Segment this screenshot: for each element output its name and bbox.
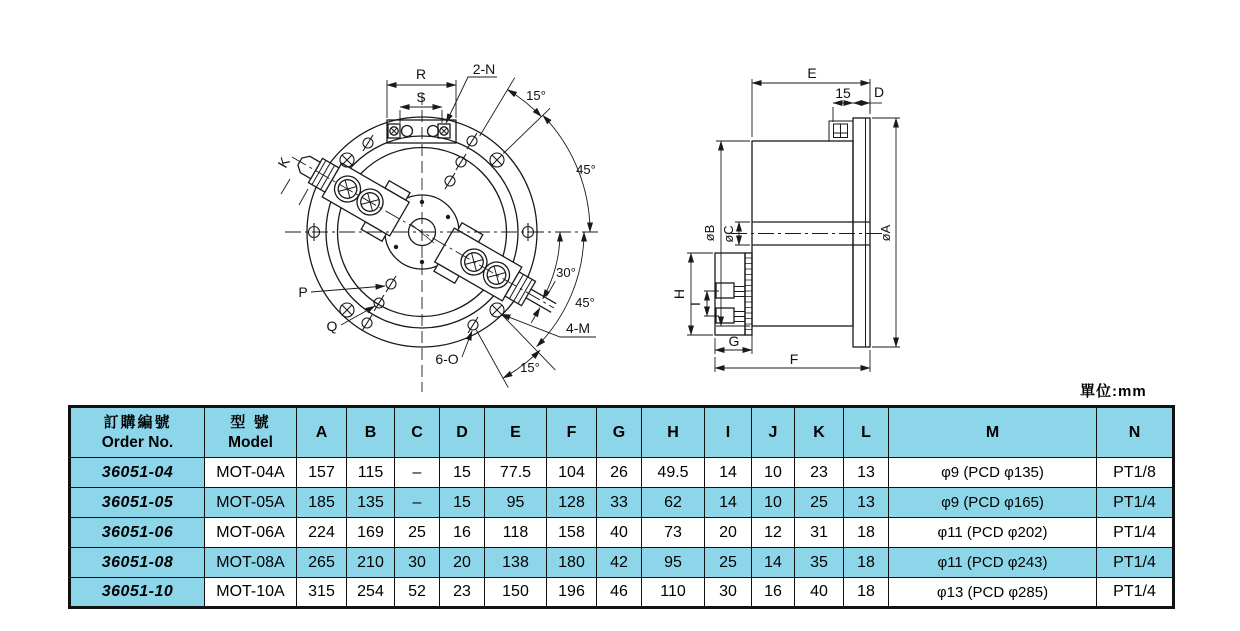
table-cell: 25 [795,488,844,518]
table-cell: 18 [844,518,889,548]
table-row [70,578,1174,608]
table-cell: 14 [705,458,752,488]
spec-table [68,405,1175,609]
dim-label-phi-c: øC [721,225,736,243]
col-header-n: N [1097,407,1174,458]
col-header-c: C [395,407,440,458]
table-cell: PT1/8 [1097,458,1174,488]
table-cell: 49.5 [642,458,705,488]
side-view-labels [671,65,893,367]
table-cell: φ13 (PCD φ285) [889,578,1097,608]
dim-label-phi-b: øB [702,224,717,242]
table-cell: 23 [795,458,844,488]
dim-label-2n: 2-N [472,61,496,77]
table-cell: 42 [597,548,642,578]
table-cell: 185 [297,488,347,518]
table-cell: 15 [440,488,485,518]
angle-label-30: 30° [556,265,576,280]
table-cell: 95 [642,548,705,578]
table-cell: 26 [597,458,642,488]
table-cell: – [395,488,440,518]
col-header-f: F [547,407,597,458]
table-cell: 104 [547,458,597,488]
units-label: 單位:mm [1080,383,1147,400]
col-header-order-no [70,407,205,458]
dim-label-e: E [807,65,817,81]
table-cell: 150 [485,578,547,608]
col-header-j: J [752,407,795,458]
table-cell: 46 [597,578,642,608]
table-cell: 40 [795,578,844,608]
col-header-l: L [844,407,889,458]
table-cell: 25 [705,548,752,578]
col-header-b: B [347,407,395,458]
table-cell: 224 [297,518,347,548]
angle-label-15-top: 15° [526,88,546,103]
table-cell: 10 [752,458,795,488]
order-no-zh: 訂購編號 [103,414,172,432]
table-cell: 15 [440,458,485,488]
table-cell: 128 [547,488,597,518]
col-header-k: K [795,407,844,458]
table-row [70,488,1174,518]
table-cell: 52 [395,578,440,608]
side-view [715,118,870,347]
col-header-h: H [642,407,705,458]
model-cell: MOT-08A [205,548,297,578]
label-6o: 6-O [435,351,459,367]
label-q: Q [326,318,338,334]
table-cell: 210 [347,548,395,578]
table-cell: – [395,458,440,488]
table-cell: 30 [705,578,752,608]
dim-label-phi-a: øA [878,224,893,242]
model-cell: MOT-06A [205,518,297,548]
col-header-e: E [485,407,547,458]
order-no-cell: 36051-08 [70,548,205,578]
dim-label-k: K [274,154,293,171]
col-header-model [205,407,297,458]
table-cell: PT1/4 [1097,518,1174,548]
order-no-cell: 36051-05 [70,488,205,518]
table-row [70,458,1174,488]
table-cell: 138 [485,548,547,578]
table-cell: 25 [395,518,440,548]
model-en: Model [228,433,273,451]
angle-label-15-bottom: 15° [520,360,540,375]
table-cell: 13 [844,488,889,518]
table-cell: 315 [297,578,347,608]
dim-label-r: R [415,66,427,82]
table-cell: 12 [752,518,795,548]
table-cell: 95 [485,488,547,518]
col-header-m: M [889,407,1097,458]
table-cell: 157 [297,458,347,488]
table-cell: 196 [547,578,597,608]
table-row [70,548,1174,578]
model-zh: 型 號 [230,414,271,432]
table-cell: PT1/4 [1097,578,1174,608]
table-cell: 254 [347,578,395,608]
table-cell: 169 [347,518,395,548]
order-no-cell: 36051-10 [70,578,205,608]
table-cell: 14 [705,488,752,518]
table-cell: 35 [795,548,844,578]
dim-label-15: 15 [835,85,851,101]
table-cell: φ9 (PCD φ165) [889,488,1097,518]
table-cell: PT1/4 [1097,548,1174,578]
table-cell: 14 [752,548,795,578]
table-cell: 62 [642,488,705,518]
order-no-en: Order No. [101,433,174,451]
table-cell: 115 [347,458,395,488]
col-header-a: A [297,407,347,458]
flange-outline [853,118,870,347]
table-cell: 10 [752,488,795,518]
table-cell: 180 [547,548,597,578]
dim-label-h: H [671,288,687,300]
table-cell: 20 [705,518,752,548]
col-header-i: I [705,407,752,458]
table-cell: 18 [844,548,889,578]
label-p: P [298,284,308,300]
model-cell: MOT-05A [205,488,297,518]
table-row [70,518,1174,548]
table-cell: φ11 (PCD φ202) [889,518,1097,548]
table-cell: 118 [485,518,547,548]
table-cell: 158 [547,518,597,548]
table-cell: 18 [844,578,889,608]
order-no-cell: 36051-04 [70,458,205,488]
jaw-lower-right [431,221,568,332]
table-cell: 40 [597,518,642,548]
col-header-g: G [597,407,642,458]
clamp-block [829,121,853,141]
table-cell: 33 [597,488,642,518]
table-cell: 16 [440,518,485,548]
table-cell: 20 [440,548,485,578]
label-4m: 4-M [565,320,591,336]
order-no-cell: 36051-06 [70,518,205,548]
angle-label-45-bottom: 45° [575,295,595,310]
angle-label-45-top: 45° [576,162,596,177]
table-cell: 23 [440,578,485,608]
model-cell: MOT-10A [205,578,297,608]
dim-label-i: I [687,302,703,306]
dim-label-g: G [728,333,740,349]
dim-label-s: S [416,89,426,105]
dim-label-d: D [873,84,885,100]
table-cell: 16 [752,578,795,608]
table-cell: 73 [642,518,705,548]
model-cell: MOT-04A [205,458,297,488]
side-view-dimensions [687,79,900,372]
table-cell: 135 [347,488,395,518]
table-cell: 31 [795,518,844,548]
table-cell: 265 [297,548,347,578]
table-cell: φ11 (PCD φ243) [889,548,1097,578]
table-cell: 110 [642,578,705,608]
table-cell: 77.5 [485,458,547,488]
table-cell: 30 [395,548,440,578]
table-cell: PT1/4 [1097,488,1174,518]
dim-label-f: F [789,351,799,367]
table-cell: 13 [844,458,889,488]
col-header-d: D [440,407,485,458]
header-row [70,407,1174,458]
table-cell: φ9 (PCD φ135) [889,458,1097,488]
